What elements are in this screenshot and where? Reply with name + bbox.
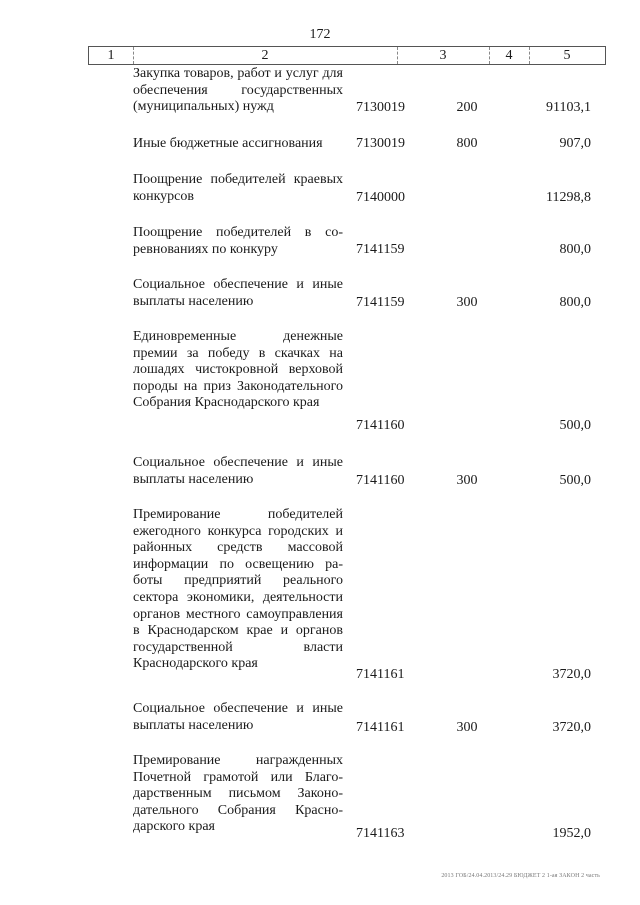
- header-col-1: 1: [107, 48, 115, 63]
- row-code: 7141160: [356, 473, 405, 488]
- row-code: 7130019: [356, 100, 405, 115]
- table-header: [88, 46, 606, 65]
- row-description: Иные бюджетные ассигнования: [133, 136, 323, 151]
- row-amount: 500,0: [559, 473, 591, 488]
- row-code: 7140000: [356, 190, 405, 205]
- row-description: Социальное обеспечение и иные выплаты населению: [133, 455, 343, 487]
- row-description: Поощрение победителей в соревнованиях по конкуру: [133, 225, 343, 257]
- page-number: 172: [309, 27, 331, 42]
- row-code: 7141159: [356, 295, 405, 310]
- row-amount: 500,0: [559, 418, 591, 433]
- row-description: Премирование награжденных Почетной грамотой или Благодарственным письмом Законодательного Собрания Краснодарского края: [133, 753, 343, 835]
- row-amount: 1952,0: [552, 826, 591, 841]
- row-code: 7141161: [356, 720, 405, 735]
- row-amount: 800,0: [559, 242, 591, 257]
- row-amount: 91103,1: [546, 100, 591, 115]
- row-amount: 3720,0: [552, 720, 591, 735]
- document-footer-stamp: 2013 ГОБ/24.04.2013/24.29 БЮДЖЕТ 2 1-ая ЗАКОН 2 часть: [441, 873, 600, 879]
- row-type: 300: [456, 295, 478, 310]
- row-amount: 11298,8: [546, 190, 591, 205]
- row-description: Закупка товаров, работ и услуг для обеспечения государственных (муниципальных) нужд: [133, 66, 343, 115]
- row-description: Поощрение победителей краевых конкурсов: [133, 172, 343, 204]
- row-amount: 907,0: [559, 136, 591, 151]
- header-col-5: 5: [563, 48, 571, 63]
- row-code: 7141160: [356, 418, 405, 433]
- row-description: Премирование победителей ежегодного конкурса городских и районных средств массовой информации по освещению работы предприятий реального сектора экономики, деятельности органов местного самоуправления в Краснодарском крае и органов государственной власти Краснодарского края: [133, 507, 343, 672]
- row-amount: 3720,0: [552, 667, 591, 682]
- row-description: Социальное обеспечение и иные выплаты населению: [133, 701, 343, 733]
- row-code: 7141159: [356, 242, 405, 257]
- row-amount: 800,0: [559, 295, 591, 310]
- header-col-3: 3: [439, 48, 447, 63]
- row-code: 7141161: [356, 667, 405, 682]
- header-col-4: 4: [505, 48, 513, 63]
- row-type: 800: [456, 136, 478, 151]
- row-description: Единовременные денежные премии за победу в скачках на лошадях чистокровной верховой породы на приз Законодательного Собрания Краснодарского края: [133, 329, 343, 411]
- row-description: Социальное обеспечение и иные выплаты населению: [133, 277, 343, 309]
- row-code: 7141163: [356, 826, 405, 841]
- row-type: 300: [456, 720, 478, 735]
- header-col-2: 2: [261, 48, 269, 63]
- row-code: 7130019: [356, 136, 405, 151]
- row-type: 200: [456, 100, 478, 115]
- row-type: 300: [456, 473, 478, 488]
